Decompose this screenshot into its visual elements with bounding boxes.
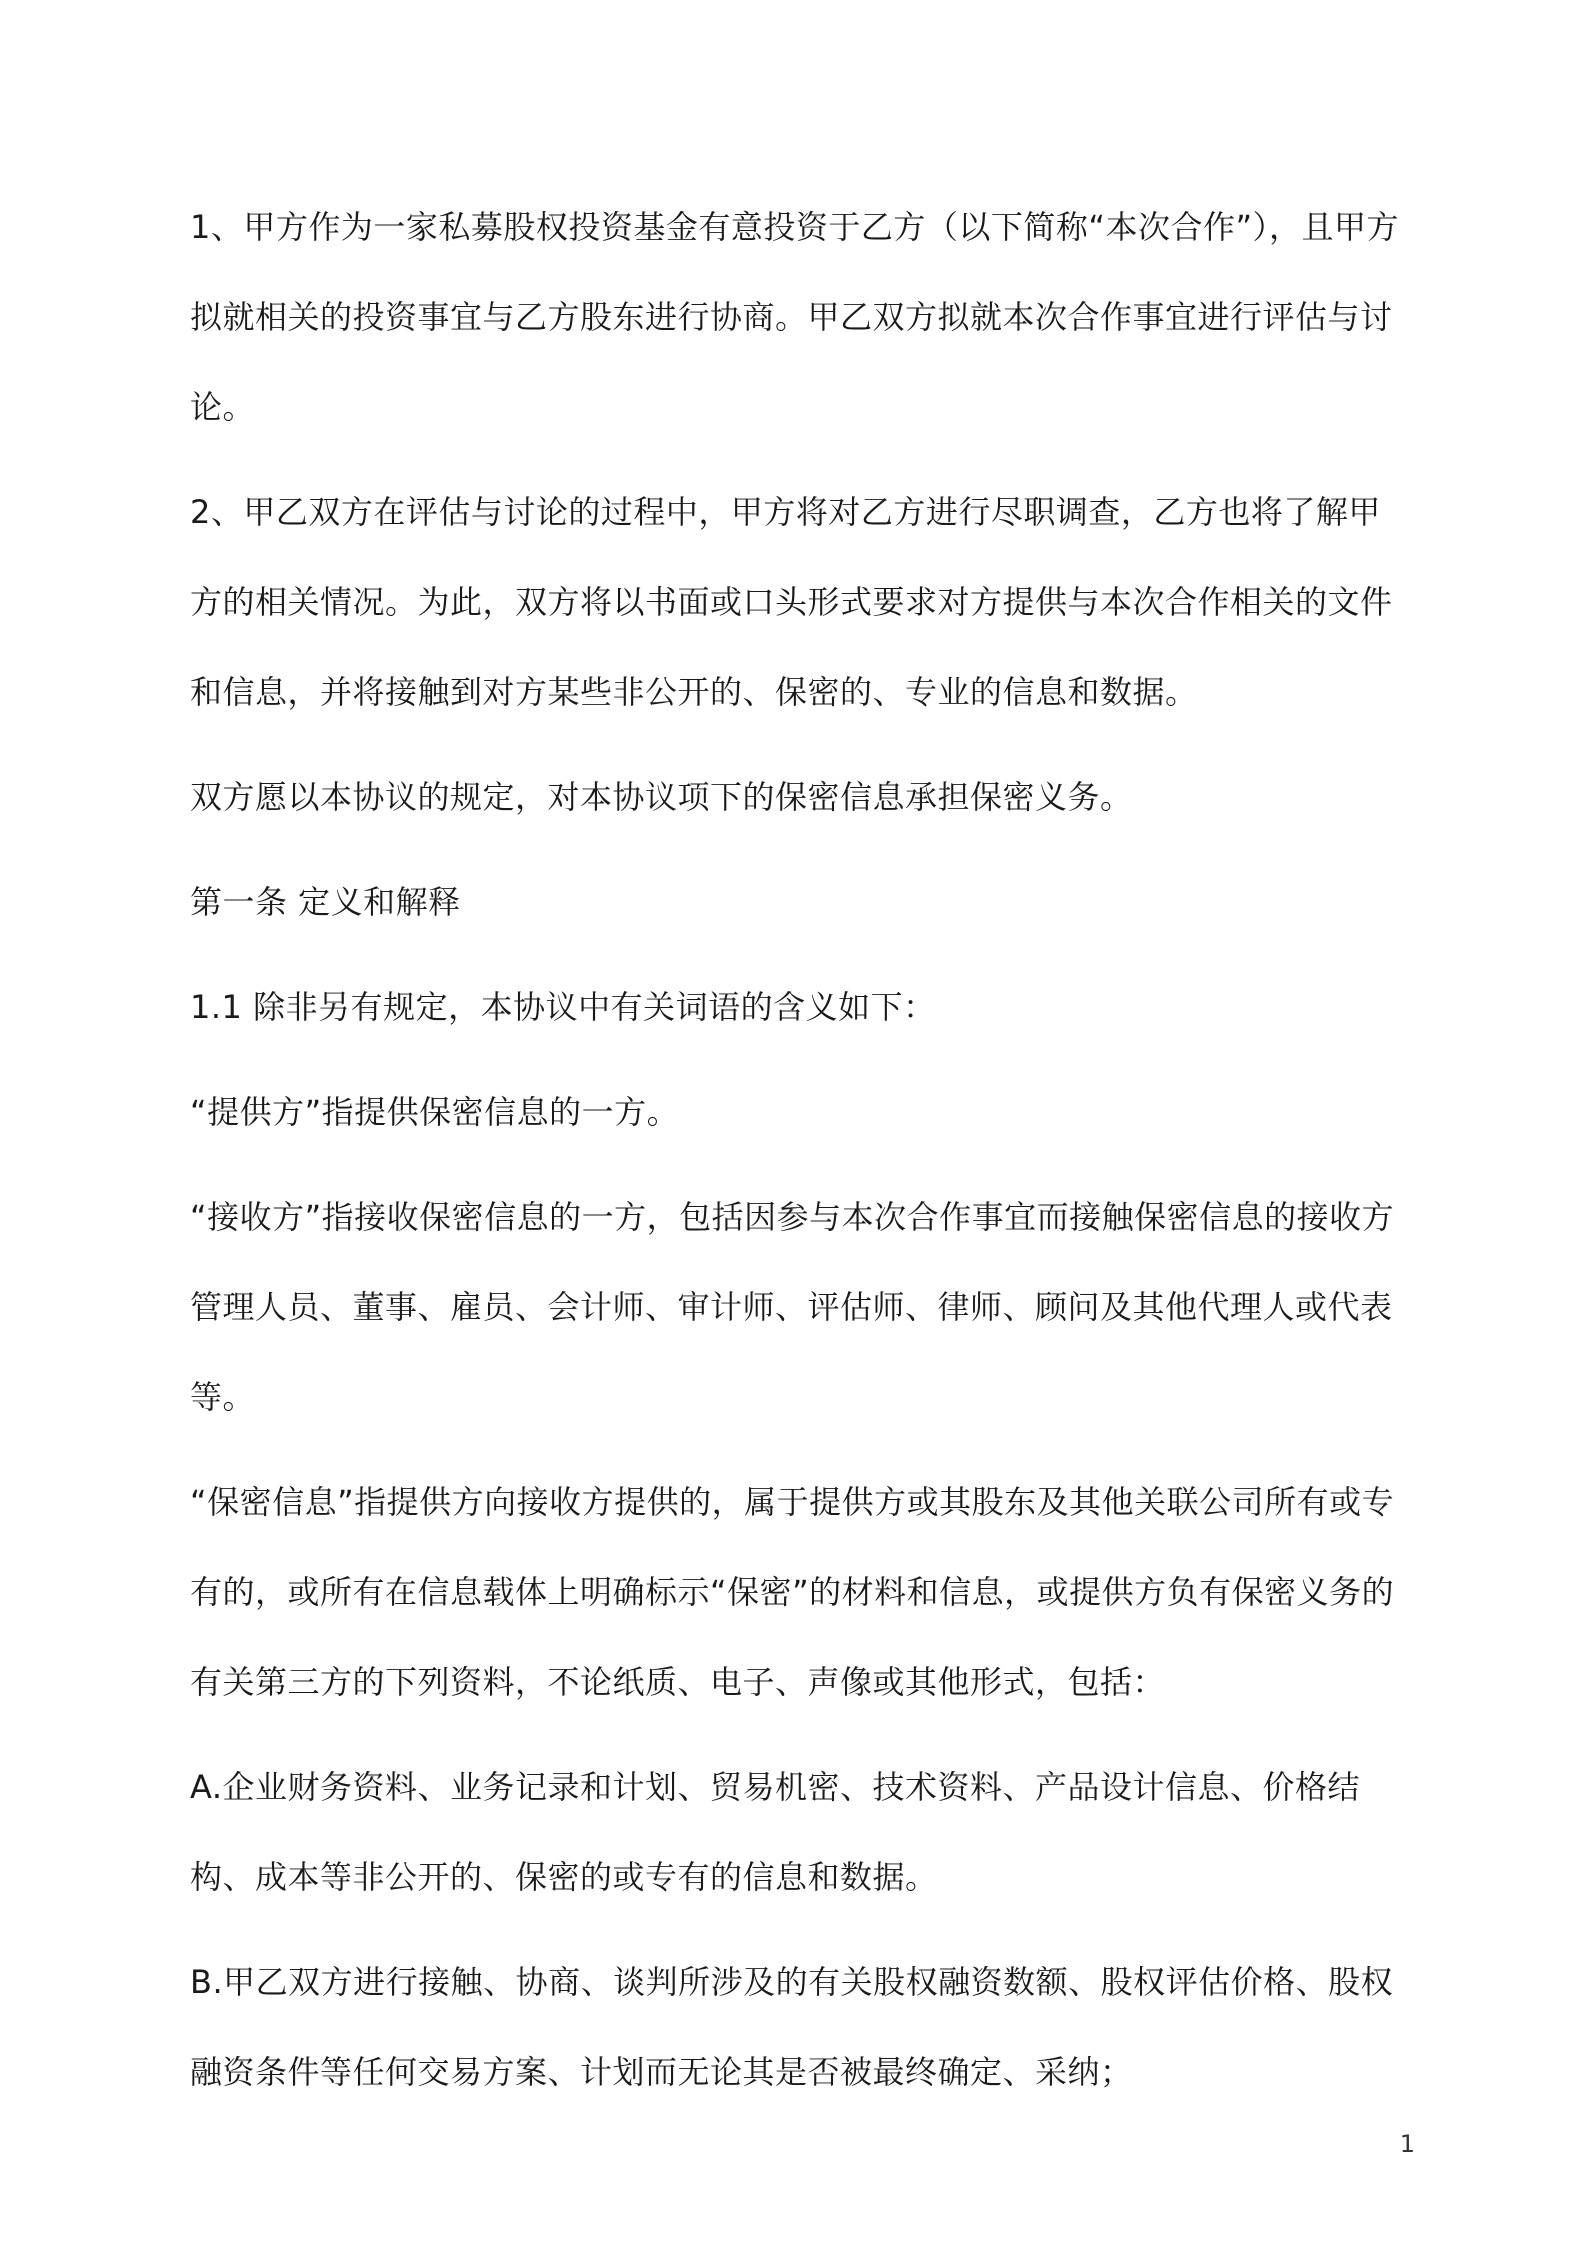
page-number: 1 <box>1399 2130 1415 2158</box>
definition-confidential-info: “保密信息”指提供方向接收方提供的，属于提供方或其股东及其他关联公司所有或专有的，或所有在信息载体上明确标示“保密”的材料和信息，或提供方负有保密义务的有关第三方的下列资料，不论纸质、电子、声像或其他形式，包括： <box>190 1483 1395 1701</box>
paragraph-2: 2、甲乙双方在评估与讨论的过程中，甲方将对乙方进行尽职调查，乙方也将了解甲方的相关情况。为此，双方将以书面或口头形式要求对方提供与本次合作相关的文件和信息，并将接触到对方某些非公开的、保密的、专业的信息和数据。 <box>190 493 1393 711</box>
document-body <box>190 182 1405 2132</box>
paragraph-3: 双方愿以本协议的规定，对本协议项下的保密信息承担保密义务。 <box>190 778 1133 816</box>
item-a: A.企业财务资料、业务记录和计划、贸易机密、技术资料、产品设计信息、价格结构、成本等非公开的、保密的或专有的信息和数据。 <box>190 1768 1361 1896</box>
section-heading: 第一条 定义和解释 <box>190 883 461 921</box>
definition-recipient: “接收方”指接收保密信息的一方，包括因参与本次合作事宜而接触保密信息的接收方管理人员、董事、雇员、会计师、审计师、评估师、律师、顾问及其他代理人或代表等。 <box>190 1198 1395 1416</box>
definition-provider: “提供方”指提供保密信息的一方。 <box>190 1093 680 1131</box>
paragraph-1: 1、甲方作为一家私募股权投资基金有意投资于乙方（以下简称“本次合作”），且甲方拟就相关的投资事宜与乙方股东进行协商。甲乙双方拟就本次合作事宜进行评估与讨论。 <box>190 208 1400 426</box>
item-b: B.甲乙双方进行接触、协商、谈判所涉及的有关股权融资数额、股权评估价格、股权融资条件等任何交易方案、计划而无论其是否被最终确定、采纳； <box>190 1963 1394 2091</box>
clause-1-1: 1.1 除非另有规定，本协议中有关词语的含义如下： <box>190 988 936 1026</box>
